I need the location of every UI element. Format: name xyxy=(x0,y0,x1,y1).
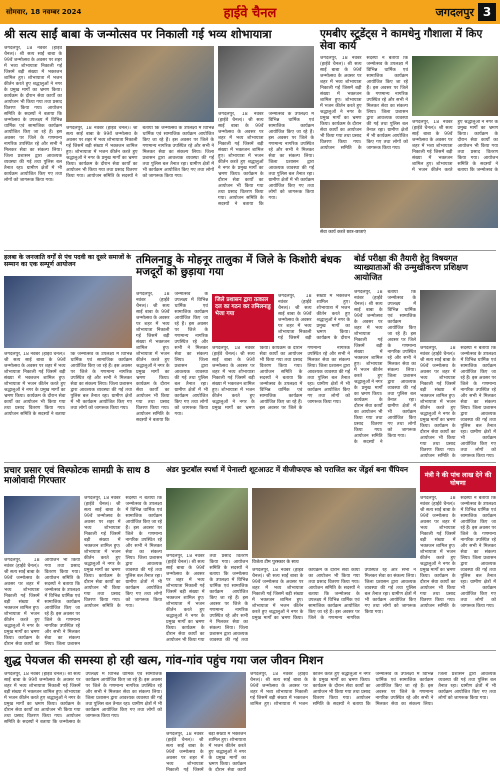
highlight-text: जिले प्रशासन द्वारा तत्काल दल का गठन कर तमिलनाडु भेजा गया xyxy=(215,297,271,317)
article-text: जगदलपुर, 18 नवंबर (हाईवे चैनल)। श्री सत्य साईं बाबा के 99वें जन्मोत्सव के अवसर पर शहर में भव्य शोभायात्रा निकाली गई जिसमें बड़ी संख्या में भक्तजन शामिल हुए। शोभायात्रा में भजन कीर्तन करते हुए श्रद्धालुओं ने नगर के प्रमुख मार्गों का भ्रमण किया। कार्यक्रम के दौरान सेवा कार्यों का आयोजन भी किया गया तथा प्रसाद वितरण किया गया। आयोजन समिति के सदस्यों ने बताया कि जन्मोत्सव के उपलक्ष्य में विभिन्न धार्मिक एवं सामाजिक कार्यक्रम आयोजित किए जा रहे हैं। इस अवसर पर जिले के गणमान्य नागरिक उपस्थित रहे और सभी ने मिलकर सेवा का संकल्प लिया। जिला प्रशासन द्वारा आवश्यक व्यवस्था की गई तथा पुलिस बल तैनात रहा। ग्रामीण क्षेत्रों में भी कार्यक्रम आयोजित किए गए तथा लोगों को जागरूक किया गया। xyxy=(212,346,350,411)
edition-city: जगदलपुर xyxy=(435,5,474,19)
article-text: जगदलपुर, 18 नवंबर (हाईवे चैनल)। श्री सत्य साईं बाबा के 99वें जन्मोत्सव के अवसर पर शहर में भव्य शोभायात्रा निकाली गई जिसमें बड़ी संख्या में भक्तजन शामिल हुए। शोभायात्रा में भजन कीर्तन करते हुए श्रद्धालुओं ने नगर के प्रमुख मार्गों का भ्रमण किया। कार्यक्रम के दौरान सेवा कार्यों का आयोजन भी किया गया तथा प्रसाद वितरण किया गया। आयोजन समिति के सदस्यों ने बताया कि जन्मोत्सव के उपलक्ष्य में विभिन्न धार्मिक एवं सामाजिक कार्यक्रम आयोजित किए जा रहे हैं। इस अवसर पर जिले के गणमान्य नागरिक उपस्थित रहे और सभी ने मिलकर सेवा का संकल्प लिया। जिला प्रशासन द्वारा आवश्यक व्यवस्था की गई तथा पुलिस बल तैनात रहा। ग्रामीण क्षेत्रों में भी कार्यक्रम आयोजित किए गए तथा लोगों को जागरूक किया गया। xyxy=(420,346,496,459)
news-photo xyxy=(66,46,214,122)
headline-football-final: अंडर फुटबॉल स्पर्धा में पेनाल्टी शूटआउट में वीजीफएफ को पराजित कर जेंड्रर्स बना चैंपियन xyxy=(166,465,408,474)
section-divider xyxy=(4,650,496,651)
issue-date: सोमवार, 18 नवम्बर 2024 xyxy=(6,7,82,16)
article-text: जगदलपुर, 18 नवंबर (हाईवे चैनल)। श्री सत्य साईं बाबा के 99वें जन्मोत्सव के अवसर पर शहर में भव्य शोभायात्रा निकाली गई जिसमें बड़ी संख्या में भक्तजन शामिल हुए। शोभायात्रा में भजन कीर्तन करते हुए श्रद्धालुओं ने नगर के प्रमुख मार्गों का भ्रमण किया। कार्यक्रम के दौरान सेवा कार्यों का आयोजन भी किया गया तथा प्रसाद वितरण किया गया। आयोजन समिति के सदस्यों ने बताया कि जन्मोत्सव के उपलक्ष्य में विभिन्न धार्मिक एवं सामाजिक कार्यक्रम आयोजित किए जा रहे हैं। इस अवसर पर जिले के गणमान्य नागरिक उपस्थित रहे और सभी ने मिलकर सेवा का संकल्प लिया। जिला प्रशासन द्वारा आवश्यक व्यवस्था की गई तथा पुलिस बल तैनात रहा। ग्रामीण क्षेत्रों में भी कार्यक्रम आयोजित किए गए तथा लोगों को जागरूक किया गया। xyxy=(218,112,314,207)
headline-sai-baba: श्री सत्य साईं बाबा के जन्मोत्सव पर निकाली गई भव्य शोभायात्रा xyxy=(4,27,272,41)
photo-caption: सेवा कार्य करते छात्र-छात्राएं xyxy=(320,230,366,235)
news-photo xyxy=(320,180,498,228)
article-text: जगदलपुर, 18 नवंबर (हाईवे चैनल)। श्री सत्य साईं बाबा के 99वें जन्मोत्सव के अवसर पर शहर में भव्य शोभायात्रा निकाली गई जिसमें बड़ी संख्या में भक्तजन शामिल हुए। शोभायात्रा में भजन कीर्तन करते हुए श्रद्धालुओं ने नगर के प्रमुख मार्गों का भ्रमण किया। कार्यक्रम के दौरान सेवा कार्यों का आयोजन भी किया गया तथा प्रसाद वितरण किया गया। आयोजन समिति के सदस्यों ने बताया कि जन्मोत्सव के उपलक्ष्य में विभिन्न धार्मिक एवं सामाजिक कार्यक्रम आयोजित किए जा रहे हैं। इस अवसर पर जिले के गणमान्य नागरिक उपस्थित रहे और सभी ने मिलकर सेवा का संकल्प लिया। जिला प्रशासन द्वारा आवश्यक व्यवस्था की गई तथा xyxy=(166,554,248,643)
article-text: जगदलपुर, 18 नवंबर (हाईवे चैनल)। श्री सत्य साईं बाबा के 99वें जन्मोत्सव के अवसर पर शहर में भव्य शोभायात्रा निकाली गई जिसमें बड़ी संख्या में भक्तजन शामिल हुए। शोभायात्रा में भजन कीर्तन करते हुए श्रद्धालुओं ने नगर के प्रमुख मार्गों का भ्रमण किया। कार्यक्रम के दौरान सेवा कार्यों का आयोजन भी किया गया तथा प्रसाद वितरण किया गया। आयोजन समिति के सदस्यों ने बताया कि जन्मोत्सव के उपलक्ष्य में विभिन्न धार्मिक एवं सामाजिक कार्यक्रम आयोजित किए जा रहे हैं। इस अवसर पर जिले के गणमान्य नागरिक उपस्थित रहे और सभी ने मिलकर सेवा का संकल्प लिया। जिला प्रशासन द्वारा आवश्यक व्यवस्था की गई तथा पुलिस बल तैनात रहा। ग्रामीण क्षेत्रों में भी कार्यक्रम आयोजित किए गए तथा लोगों को जागरूक किया गया। xyxy=(136,292,208,423)
article-text: जगदलपुर, 18 नवंबर (हाईवे चैनल)। श्री सत्य साईं बाबा के 99वें जन्मोत्सव के अवसर पर शहर में भव्य शोभायात्रा निकाली गई जिसमें बड़ी संख्या में भक्तजन शामिल हुए। शोभायात्रा में भजन कीर्तन करते हुए श्रद्धालुओं ने नगर के प्रमुख मार्गों का भ्रमण किया। कार्यक्रम के दौरान सेवा कार्यों का आयोजन भी किया गया तथा प्रसाद वितरण किया गया। आयोजन समिति के सदस्यों ने बताया कि जन्मोत्सव के उपलक्ष्य में विभिन्न धार्मिक एवं सामाजिक कार्यक्रम आयोजित किए जा रहे हैं। इस अवसर पर जिले के गणमान्य नागरिक उपस्थित रहे और सभी ने मिलकर सेवा का संकल्प लिया। जिला प्रशासन द्वारा आवश्यक व्यवस्था की गई तथा पुलिस बल तैनात रहा। ग्रामीण क्षेत्रों में भी कार्यक्रम आयोजित किए गए तथा लोगों को जागरूक किया गया। xyxy=(252,568,416,621)
photo-caption: विजेता टीम पुरस्कार के साथ xyxy=(252,560,299,565)
section-divider xyxy=(4,250,496,251)
article-text: जगदलपुर, 18 नवंबर (हाईवे चैनल)। श्री सत्य साईं बाबा के 99वें जन्मोत्सव के अवसर पर शहर में भव्य शोभायात्रा निकाली गई जिसमें बड़ी संख्या में भक्तजन शामिल हुए। शोभायात्रा में भजन कीर्तन करते हुए श्रद्धालुओं ने नगर के प्रमुख मार्गों का भ्रमण किया। कार्यक्रम के दौरान सेवा कार्यों xyxy=(166,732,246,773)
article-text: जगदलपुर, 18 नवंबर (हाईवे चैनल)। श्री सत्य साईं बाबा के 99वें जन्मोत्सव के अवसर पर शहर में भव्य शोभायात्रा निकाली गई जिसमें बड़ी संख्या में भक्तजन शामिल हुए। शोभायात्रा में भजन कीर्तन करते हुए श्रद्धालुओं ने नगर के प्रमुख मार्गों का भ्रमण किया। कार्यक्रम के दौरान सेवा कार्यों का आयोजन भी किया गया तथा प्रसाद वितरण किया गया। आयोजन समिति के सदस्यों ने बताया कि जन्मोत्सव के उपलक्ष्य में विभिन्न धार्मिक एवं सामाजिक कार्यक्रम आयोजित किए जा रहे हैं। इस अवसर पर जिले के गणमान्य नागरिक उपस्थित रहे और सभी ने मिलकर सेवा का संकल्प लिया। जिला प्रशासन द्वारा आवश्यक व्यवस्था की गई तथा पुलिस बल तैनात रहा। ग्रामीण क्षेत्रों में भी कार्यक्रम आयोजित किए गए तथा लोगों को जागरूक किया गया। xyxy=(420,496,496,609)
news-photo xyxy=(218,46,314,108)
headline-tamilnadu-rescue: तमिलनाडु के मोहनूर तालुका में जिले के किशोरी बंधक मजदूरों को छुड़ाया गया xyxy=(136,254,342,279)
article-text: जगदलपुर, 18 नवंबर (हाईवे चैनल)। श्री सत्य साईं बाबा के 99वें जन्मोत्सव के अवसर पर शहर में भव्य शोभायात्रा निकाली गई जिसमें बड़ी संख्या में भक्तजन शामिल हुए। शोभायात्रा में भजन कीर्तन करते हुए श्रद्धालुओं ने नगर के प्रमुख मार्गों का भ्रमण किया। कार्यक्रम के दौरान सेवा कार्यों का आयोजन भी किया गया तथा प्रसाद वितरण किया गया। आयोजन समिति के सदस्यों ने बताया कि जन्मोत्सव के उपलक्ष्य में विभिन्न धार्मिक एवं सामाजिक कार्यक्रम आयोजित किए जा रहे हैं। इस अवसर पर जिले के गणमान्य नागरिक उपस्थित रहे और सभी ने मिलकर सेवा का संकल्प लिया। जिला प्रशासन द्वारा आवश्यक व्यवस्था की गई तथा पुलिस बल तैनात रहा। ग्रामीण क्षेत्रों में भी कार्यक्रम आयोजित किए गए तथा लोगों को जागरूक किया गया। xyxy=(250,672,496,707)
minister-box-header xyxy=(420,466,496,492)
headline-halba-tribe: हलबा के जनजाति वर्गों से पंच पदवी का दूसरे समाजों के सम्मान का एक सम्पूर्ण आयोजन xyxy=(4,254,132,269)
news-photo xyxy=(252,488,416,558)
news-photo xyxy=(412,56,498,116)
news-photo xyxy=(420,290,496,342)
article-text: जगदलपुर, 18 नवंबर (हाईवे चैनल)। श्री सत्य साईं बाबा के 99वें जन्मोत्सव के अवसर पर शहर में भव्य शोभायात्रा निकाली गई जिसमें बड़ी संख्या में भक्तजन शामिल हुए। शोभायात्रा में भजन कीर्तन करते हुए श्रद्धालुओं ने नगर के प्रमुख मार्गों का भ्रमण किया। कार्यक्रम के दौरान सेवा कार्यों का आयोजन भी किया गया तथा प्रसाद वितरण किया गया। आयोजन समिति के सदस्यों ने बताया कि जन्मोत्सव के उपलक्ष्य में विभिन्न धार्मिक एवं सामाजिक कार्यक्रम आयोजित किए जा रहे हैं। इस अवसर पर जिले के गणमान्य नागरिक उपस्थित रहे और सभी ने मिलकर सेवा का संकल्प लिया। जिला प्रशासन द्वारा आवश्यक व्यवस्था की गई तथा पुलिस बल तैनात रहा। ग्रामीण क्षेत्रों में भी कार्यक्रम आयोजित किए गए तथा लोगों को जागरूक किया गया। xyxy=(84,496,162,609)
headline-minister: मंत्री ने की पांच लाख देने की घोषणा xyxy=(424,471,492,487)
page-number: 3 xyxy=(478,3,496,21)
headline-mba-students: एमबीए स्टूडेंट्स ने कामधेनु गौशाला में किए सेवा कार्य xyxy=(320,28,483,53)
news-photo xyxy=(4,276,132,348)
article-text: जगदलपुर, 18 नवंबर (हाईवे चैनल)। श्री सत्य साईं बाबा के 99वें जन्मोत्सव के अवसर पर शहर में भव्य शोभायात्रा निकाली गई जिसमें बड़ी संख्या में भक्तजन शामिल हुए। शोभायात्रा में भजन कीर्तन करते हुए श्रद्धालुओं ने नगर के प्रमुख मार्गों का भ्रमण किया। कार्यक्रम के दौरान सेवा कार्यों का आयोजन भी किया गया तथा प्रसाद वितरण किया गया। आयोजन समिति के सदस्यों ने बताया कि जन्मोत्सव के xyxy=(412,120,498,173)
article-text: जगदलपुर, 18 नवंबर (हाईवे चैनल)। श्री सत्य साईं बाबा के 99वें जन्मोत्सव के अवसर पर शहर में भव्य शोभायात्रा निकाली गई जिसमें बड़ी संख्या में भक्तजन शामिल हुए। शोभायात्रा में भजन कीर्तन करते हुए श्रद्धालुओं ने नगर के प्रमुख मार्गों का भ्रमण किया। कार्यक्रम के दौरान सेवा कार्यों का आयोजन भी किया गया तथा प्रसाद वितरण किया गया। आयोजन समिति के सदस्यों ने बताया कि जन्मोत्सव के उपलक्ष्य में विभिन्न धार्मिक एवं सामाजिक कार्यक्रम आयोजित किए जा रहे हैं। इस अवसर पर जिले के गणमान्य नागरिक उपस्थित रहे और सभी ने मिलकर सेवा का संकल्प लिया। जिला प्रशासन xyxy=(4,558,80,647)
newspaper-title: हाईवे चैनल xyxy=(223,6,277,21)
article-text: जगदलपुर, 18 नवंबर (हाईवे चैनल)। श्री सत्य साईं बाबा के 99वें जन्मोत्सव के अवसर पर शहर में भव्य शोभायात्रा निकाली गई जिसमें बड़ी संख्या में भक्तजन शामिल हुए। शोभायात्रा में भजन कीर्तन करते हुए श्रद्धालुओं ने नगर के प्रमुख मार्गों का भ्रमण किया। कार्यक्रम के दौरान सेवा कार्यों का आयोजन भी किया गया तथा प्रसाद वितरण किया गया। आयोजन समिति के सदस्यों ने बताया कि जन्मोत्सव के उपलक्ष्य में विभिन्न धार्मिक एवं सामाजिक कार्यक्रम आयोजित किए जा रहे हैं। इस अवसर पर जिले के गणमान्य नागरिक उपस्थित रहे और सभी ने मिलकर सेवा का संकल्प लिया। जिला प्रशासन द्वारा आवश्यक व्यवस्था की गई तथा पुलिस बल तैनात रहा। ग्रामीण क्षेत्रों में भी कार्यक्रम आयोजित किए गए तथा लोगों को जागरूक किया गया। xyxy=(4,46,62,183)
article-text: जगदलपुर, 18 नवंबर (हाईवे चैनल)। श्री सत्य साईं बाबा के 99वें जन्मोत्सव के अवसर पर शहर में भव्य शोभायात्रा निकाली गई जिसमें बड़ी संख्या में भक्तजन शामिल हुए। शोभायात्रा में भजन कीर्तन करते हुए श्रद्धालुओं ने नगर के प्रमुख मार्गों का भ्रमण किया। कार्यक्रम के दौरान सेवा कार्यों का आयोजन भी किया गया तथा प्रसाद वितरण किया गया। आयोजन समिति के सदस्यों ने बताया कि जन्मोत्सव के उपलक्ष्य में विभिन्न धार्मिक एवं सामाजिक कार्यक्रम आयोजित किए जा रहे हैं। इस अवसर पर जिले के गणमान्य नागरिक उपस्थित रहे और सभी ने मिलकर सेवा का संकल्प लिया। जिला प्रशासन द्वारा आवश्यक व्यवस्था की गई तथा पुलिस बल तैनात रहा। ग्रामीण क्षेत्रों में भी कार्यक्रम आयोजित किए गए तथा लोगों को जागरूक किया गया। xyxy=(4,352,132,417)
headline-water-mission: शुद्ध पेयजल की समस्या हो रही खत्म, गांव-गांव पहुंच गया जल जीवन मिशन xyxy=(4,653,324,667)
news-photo xyxy=(166,488,248,550)
headline-maoists-arrested: प्रचार प्रसार एवं विस्फोटक सामग्री के साथ 8 माओवादी गिरफ्तार xyxy=(4,466,151,487)
article-text: जगदलपुर, 18 नवंबर (हाईवे चैनल)। श्री सत्य साईं बाबा के 99वें जन्मोत्सव के अवसर पर शहर में भव्य शोभायात्रा निकाली गई जिसमें बड़ी संख्या में भक्तजन शामिल हुए। शोभायात्रा में भजन कीर्तन करते हुए श्रद्धालुओं ने नगर के प्रमुख मार्गों का भ्रमण किया। कार्यक्रम के दौरान सेवा कार्यों का आयोजन भी किया गया तथा प्रसाद वितरण किया गया। आयोजन समिति के सदस्यों ने बताया कि जन्मोत्सव के उपलक्ष्य में विभिन्न धार्मिक एवं सामाजिक कार्यक्रम आयोजित किए जा रहे हैं। इस अवसर पर जिले के गणमान्य नागरिक उपस्थित रहे और सभी ने मिलकर सेवा का संकल्प लिया। जिला प्रशासन द्वारा आवश्यक व्यवस्था की गई तथा पुलिस बल तैनात रहा। ग्रामीण क्षेत्रों में भी कार्यक्रम आयोजित किए गए तथा लोगों को जागरूक किया गया। xyxy=(66,126,214,179)
section-divider xyxy=(4,462,496,463)
article-text: जगदलपुर, 18 नवंबर (हाईवे चैनल)। श्री सत्य साईं बाबा के 99वें जन्मोत्सव के अवसर पर शहर में भव्य शोभायात्रा निकाली गई जिसमें बड़ी संख्या में भक्तजन शामिल हुए। शोभायात्रा में भजन कीर्तन करते हुए श्रद्धालुओं ने नगर के प्रमुख मार्गों का भ्रमण किया। कार्यक्रम के दौरान xyxy=(278,294,350,341)
article-text: जगदलपुर, 18 नवंबर (हाईवे चैनल)। श्री सत्य साईं बाबा के 99वें जन्मोत्सव के अवसर पर शहर में भव्य शोभायात्रा निकाली गई जिसमें बड़ी संख्या में भक्तजन शामिल हुए। शोभायात्रा में भजन कीर्तन करते हुए श्रद्धालुओं ने नगर के प्रमुख मार्गों का भ्रमण किया। कार्यक्रम के दौरान सेवा कार्यों का आयोजन भी किया गया तथा प्रसाद वितरण किया गया। आयोजन समिति के सदस्यों ने बताया कि जन्मोत्सव के उपलक्ष्य में विभिन्न धार्मिक एवं सामाजिक कार्यक्रम आयोजित किए जा रहे हैं। इस अवसर पर जिले के गणमान्य नागरिक उपस्थित रहे और सभी ने मिलकर सेवा का संकल्प लिया। जिला प्रशासन द्वारा आवश्यक व्यवस्था की गई तथा पुलिस बल तैनात रहा। ग्रामीण क्षेत्रों में भी कार्यक्रम आयोजित किए गए तथा लोगों को जागरूक किया गया। xyxy=(320,56,408,151)
article-text: जगदलपुर, 18 नवंबर (हाईवे चैनल)। श्री सत्य साईं बाबा के 99वें जन्मोत्सव के अवसर पर शहर में भव्य शोभायात्रा निकाली गई जिसमें बड़ी संख्या में भक्तजन शामिल हुए। शोभायात्रा में भजन कीर्तन करते हुए श्रद्धालुओं ने नगर के प्रमुख मार्गों का भ्रमण किया। कार्यक्रम के दौरान सेवा कार्यों का आयोजन भी किया गया तथा प्रसाद वितरण किया गया। आयोजन समिति के सदस्यों ने बताया कि जन्मोत्सव के उपलक्ष्य में विभिन्न धार्मिक एवं सामाजिक कार्यक्रम आयोजित किए जा रहे हैं। इस अवसर पर जिले के गणमान्य नागरिक उपस्थित रहे और सभी ने मिलकर सेवा का संकल्प लिया। जिला प्रशासन द्वारा आवश्यक व्यवस्था की गई तथा पुलिस बल तैनात रहा। ग्रामीण क्षेत्रों में भी कार्यक्रम आयोजित किए गए तथा लोगों को जागरूक किया गया। xyxy=(4,672,162,725)
masthead xyxy=(0,0,500,24)
highlight-box xyxy=(212,294,274,342)
article-text: जगदलपुर, 18 नवंबर (हाईवे चैनल)। श्री सत्य साईं बाबा के 99वें जन्मोत्सव के अवसर पर शहर में भव्य शोभायात्रा निकाली गई जिसमें बड़ी संख्या में भक्तजन शामिल हुए। शोभायात्रा में भजन कीर्तन करते हुए श्रद्धालुओं ने नगर के प्रमुख मार्गों का भ्रमण किया। कार्यक्रम के दौरान सेवा कार्यों का आयोजन भी किया गया तथा प्रसाद वितरण किया गया। आयोजन समिति के सदस्यों ने बताया कि जन्मोत्सव के उपलक्ष्य में विभिन्न धार्मिक एवं सामाजिक कार्यक्रम आयोजित किए जा रहे हैं। इस अवसर पर जिले के गणमान्य नागरिक उपस्थित रहे और सभी ने मिलकर सेवा का संकल्प लिया। जिला प्रशासन द्वारा आवश्यक व्यवस्था की गई तथा पुलिस बल तैनात रहा। ग्रामीण क्षेत्रों में भी कार्यक्रम आयोजित किए गए तथा लोगों को जागरूक किया गया। xyxy=(354,290,416,445)
headline-board-exam: बोर्ड परीक्षा की तैयारी हेतु विषयगत व्याख्याताओं की उन्मुखीकरण प्रशिक्षण आयोजित xyxy=(354,253,468,282)
news-photo xyxy=(4,496,80,554)
news-photo xyxy=(166,672,246,728)
